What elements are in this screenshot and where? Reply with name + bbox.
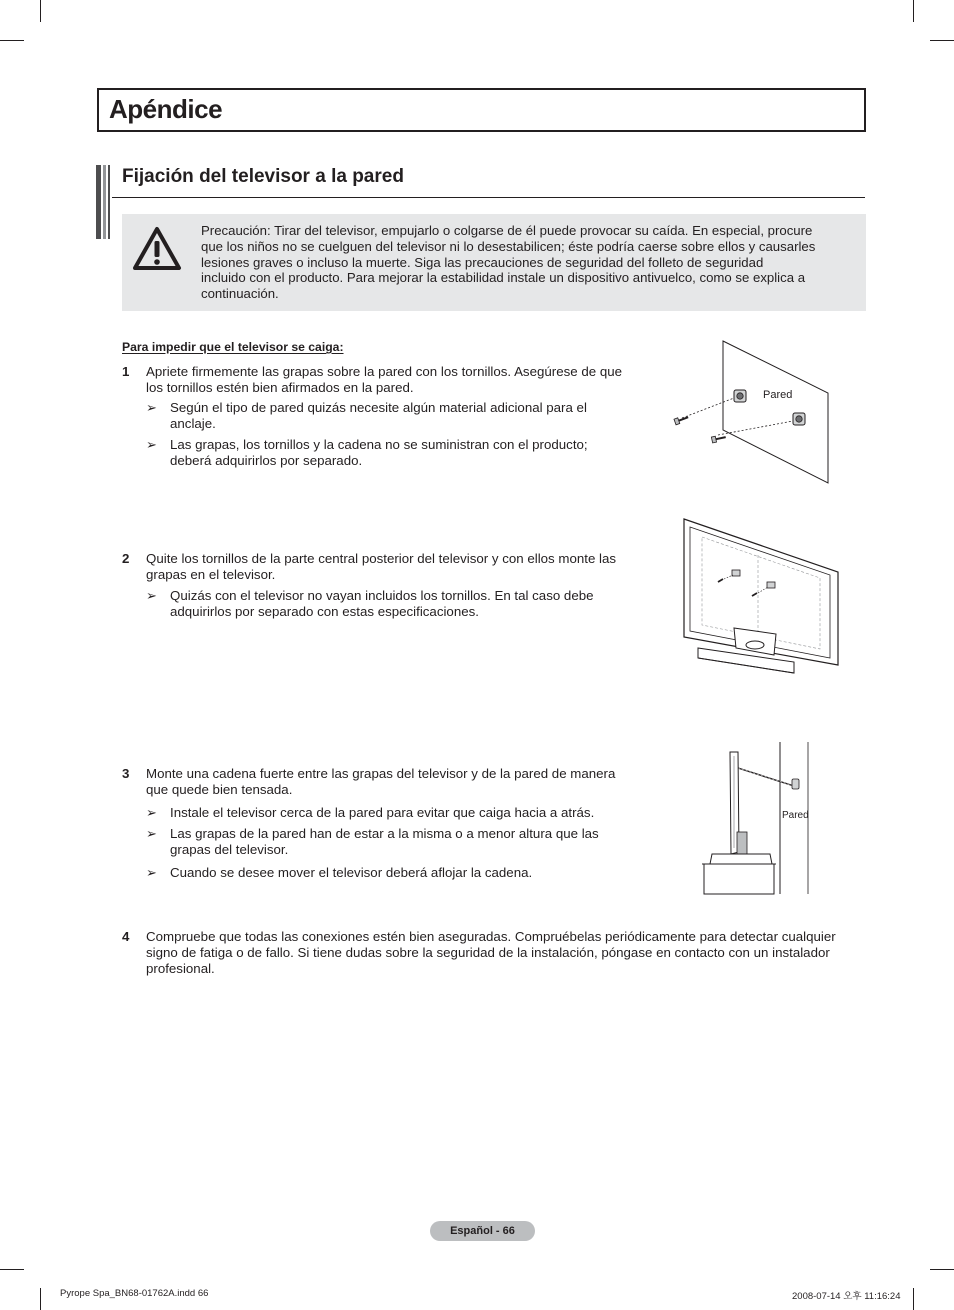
arrow-icon: ➢ (146, 826, 157, 841)
crop-mark (930, 1269, 954, 1270)
crop-mark (40, 0, 41, 22)
screw-icon (711, 434, 726, 443)
note-text: Quizás con el televisor no vayan incluidos los tornillos. En tal caso debe adquirirlos por separado con estas especificaciones. (170, 588, 594, 619)
crop-mark (913, 0, 914, 22)
note-text: Cuando se desee mover el televisor deberá aflojar la cadena. (170, 865, 533, 880)
warning-icon (132, 226, 182, 277)
arrow-icon: ➢ (146, 400, 157, 415)
crop-mark (930, 40, 954, 41)
chapter-title: Apéndice (109, 94, 223, 124)
note-text: Instale el televisor cerca de la pared para evitar que caiga hacia a atrás. (170, 805, 595, 820)
crop-mark (40, 1288, 41, 1310)
arrow-icon: ➢ (146, 865, 157, 880)
arrow-icon: ➢ (146, 805, 157, 820)
tv-bracket (732, 570, 740, 576)
wall-label: Pared (763, 389, 793, 401)
crop-mark (0, 40, 24, 41)
arrow-icon: ➢ (146, 588, 157, 603)
tv-bracket (767, 582, 775, 588)
step-number: 1 (122, 364, 130, 379)
wall-bracket (734, 390, 746, 402)
footer-timestamp: 2008-07-14 오후 11:16:24 (792, 1291, 901, 1302)
section-divider (112, 197, 865, 198)
step-text: Quite los tornillos de la parte central posterior del televisor y con ellos monte las grapas en el televisor. (146, 551, 617, 582)
crop-mark (913, 1288, 914, 1310)
step-text: Apriete firmemente las grapas sobre la pared con los tornillos. Asegúrese de que los tornillos estén bien afirmados en la pared. (146, 364, 622, 395)
caution-text: Precaución: Tirar del televisor, empujarlo o colgarse de él puede provocar su caída. En especial, procure que los niños no se cuelguen del televisor ni lo desestabilicen; éste podría caerse sobre ellos y causarles lesiones graves o incluso la muerte. Siga las precauciones de seguridad del folleto de seguridad incluido con el producto. Para mejorar la estabilidad instale un dispositivo antivuelco, como se explica a continuación. (201, 223, 816, 302)
note-text: Según el tipo de pared quizás necesite algún material adicional para el anclaje. (170, 400, 587, 431)
footer-file: Pyrope Spa_BN68-01762A.indd 66 (60, 1288, 209, 1299)
page-number: Español - 66 (430, 1221, 535, 1241)
chapter-header (97, 88, 866, 132)
note-text: Las grapas de la pared han de estar a la misma o a menor altura que las grapas del televisor. (170, 826, 599, 857)
tv-side-illustration (698, 740, 814, 898)
arrow-icon: ➢ (146, 437, 157, 452)
wall-bracket (792, 779, 799, 789)
section-title: Fijación del televisor a la pared (122, 166, 404, 187)
crop-mark (0, 1269, 24, 1270)
step-number: 2 (122, 551, 130, 566)
step-text: Compruebe que todas las conexiones estén bien aseguradas. Compruébelas periódicamente para detectar cualquier signo de fatiga o de fallo. Si tiene dudas sobre la seguridad de la instalación, póngase en contacto con un instalador profesional. (146, 929, 836, 976)
subheading: Para impedir que el televisor se caiga: (122, 340, 344, 354)
step-number: 3 (122, 766, 130, 781)
step-text: Monte una cadena fuerte entre las grapas del televisor y de la pared de manera que quede bien tensada. (146, 766, 616, 797)
note-text: Las grapas, los tornillos y la cadena no se suministran con el producto; deberá adquirirlos por separado. (170, 437, 588, 468)
side-wall-label: Pared (782, 810, 809, 821)
step-number: 4 (122, 929, 130, 944)
tv-back-illustration (678, 515, 844, 677)
caution-box (122, 214, 866, 311)
wall-bracket (793, 413, 805, 425)
wall-bracket-illustration (660, 338, 835, 486)
